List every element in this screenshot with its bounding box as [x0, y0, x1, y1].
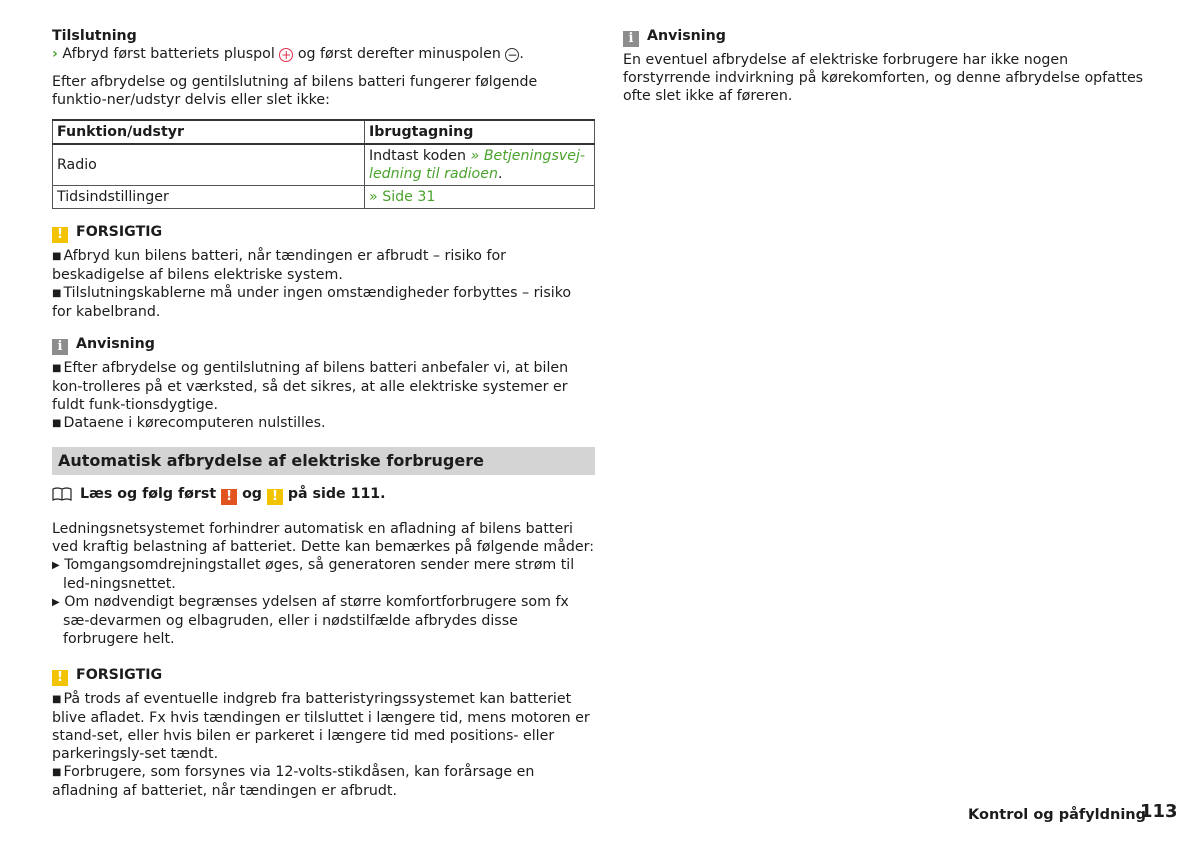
note-title: Anvisning	[76, 336, 155, 352]
note-title: Anvisning	[647, 28, 726, 44]
table-header-usage: Ibrugtagning	[365, 120, 595, 144]
warning-icon: !	[52, 670, 68, 686]
info-icon: i	[52, 339, 68, 355]
usage-text: Indtast koden	[369, 148, 467, 164]
step-text-b: og først derefter minuspolen	[297, 46, 501, 62]
table-header-function: Funktion/udstyr	[53, 120, 365, 144]
list-item: ■ Tilslutningskablerne må under ingen omstændigheder forbyttes – risiko for kabelbrand.	[52, 285, 572, 320]
page-number: 113	[1140, 801, 1178, 822]
caution-box-1	[52, 223, 595, 321]
intro-text: Efter afbrydelse og gentilslutning af bilens batteri fungerer følgende funktio-ner/udstyr delvis eller slet ikke:	[52, 74, 538, 108]
body-text: Ledningsnetsystemet forhindrer automatisk en afladning af bilens batteri ved kraftig belastning af batteriet. Dette kan bemærkes på følgende måder:	[52, 521, 594, 555]
connection-heading: Tilslutning	[52, 28, 137, 44]
book-icon	[52, 487, 72, 506]
step-text-end: .	[519, 46, 524, 62]
step-arrow-icon: ›	[52, 46, 58, 62]
table-cell-usage	[365, 186, 595, 209]
minus-pole-icon: −	[507, 48, 518, 62]
table-cell-function: Tidsindstillinger	[53, 186, 365, 209]
warning-icon: !	[52, 227, 68, 243]
plus-pole-icon: +	[281, 48, 292, 62]
table-row	[53, 144, 595, 186]
read-first-text-c: på side 111.	[287, 486, 386, 502]
right-column	[623, 27, 1153, 105]
info-icon: i	[623, 31, 639, 47]
page-link[interactable]: » Side 31	[369, 189, 436, 205]
section-title: Automatisk afbrydelse af elektriske forbrugere	[52, 447, 595, 475]
caution-title: FORSIGTIG	[76, 224, 163, 240]
list-item: ■ Efter afbrydelse og gentilslutning af bilens batteri anbefaler vi, at bilen kon-trolleres på et værksted, så det sikres, at alle elektriske systemer er fuldt funk-tionsdygtige.	[52, 360, 569, 413]
note-box-1	[52, 335, 595, 433]
list-item: ■ Forbrugere, som forsynes via 12-volts-stikdåsen, kan forårsage en afladning af batteriet, når tændingen er afbrudt.	[52, 764, 535, 799]
table-cell-usage: Indtast koden » Betjeningsvej-ledning til radioen.	[365, 144, 595, 186]
caution-title: FORSIGTIG	[76, 667, 163, 683]
list-item: ▶ Tomgangsomdrejningstallet øges, så generatoren sender mere strøm til led-ningsnettet.	[52, 557, 575, 592]
list-item: ■ Afbryd kun bilens batteri, når tændingen er afbrudt – risiko for beskadigelse af bilens elektriske system.	[52, 248, 507, 283]
danger-icon: !	[221, 489, 237, 505]
read-first-line	[52, 485, 595, 506]
left-column	[52, 27, 595, 800]
table-cell-function: Radio	[53, 144, 365, 186]
table-header-row	[53, 120, 595, 144]
list-item: ▶ Om nødvendigt begrænses ydelsen af større komfortforbrugere som fx sæ-devarmen og elbagruden, eller i nødstilfælde afbrydes disse forbrugere helt.	[52, 594, 569, 647]
read-first-text-a: Læs og følg først	[80, 486, 217, 502]
footer-section-title: Kontrol og påfyldning	[968, 807, 1146, 823]
warning-icon: !	[267, 489, 283, 505]
manual-link[interactable]: » Betjeningsvej-ledning til radioen	[369, 148, 586, 182]
caution-box-2	[52, 666, 595, 800]
note-header	[623, 27, 1153, 47]
function-table	[52, 119, 595, 209]
table-row	[53, 186, 595, 209]
connection-step	[52, 45, 595, 63]
list-item: ■ På trods af eventuelle indgreb fra batteristyringssystemet kan batteriet blive afladet. Fx hvis tændingen er tilsluttet i længere tid, mens motoren er stand-set, eller hvis bilen er parkeret i længere tid med positions- eller parkeringsly-set tændt.	[52, 691, 590, 762]
note-text: En eventuel afbrydelse af elektriske forbrugere har ikke nogen forstyrrende indvirkning på kørekomforten, og denne afbrydelse opfattes ofte slet ikke af føreren.	[623, 52, 1144, 104]
step-text-a: Afbryd først batteriets pluspol	[62, 46, 275, 62]
list-item: ■ Dataene i kørecomputeren nulstilles.	[52, 415, 326, 431]
read-first-text-b: og	[242, 486, 262, 502]
